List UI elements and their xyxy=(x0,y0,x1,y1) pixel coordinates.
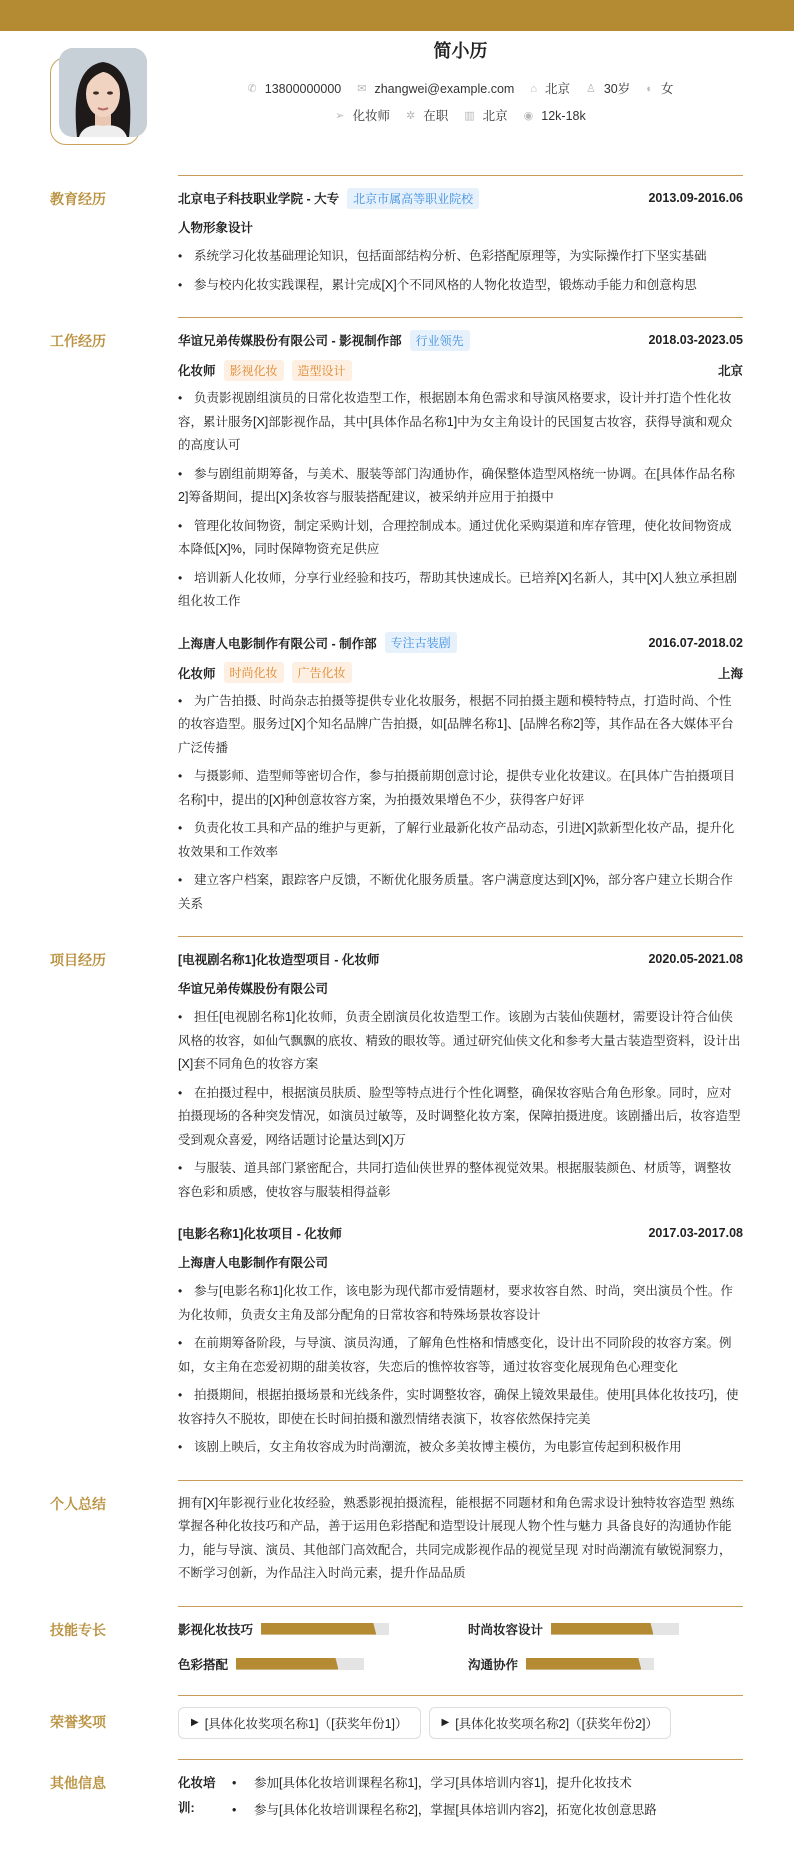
work-item xyxy=(178,632,743,917)
award-item[interactable] xyxy=(429,1707,672,1739)
list-item: • 管理化妆间物资，制定采购计划，合理控制成本。通过优化采购渠道和库存管理，使化妆间物资成本降低[X]%，同时保障物资充足供应 xyxy=(178,515,743,562)
skill-name: 色彩搭配 xyxy=(178,1657,229,1672)
list-item: • 在拍摄过程中，根据演员肤质、脸型等特点进行个性化调整，确保妆容贴合角色形象。同时，应对拍摄现场的各种突发情况，如演员过敏等，及时调整化妆方案，保障拍摄进度。该剧播出后，妆容造型受到观众喜爱，网络话题讨论量达到[X]万 xyxy=(178,1082,743,1153)
skill-name: 沟通协作 xyxy=(468,1657,519,1672)
skill-bar xyxy=(236,1658,364,1670)
divider xyxy=(178,1759,743,1760)
project-title: [电视剧名称1]化妆造型项目 - 化妆师 xyxy=(178,953,380,967)
phone: 13800000000 xyxy=(264,82,342,96)
major: 人物形象设计 xyxy=(178,221,254,235)
list-item: • 负责影视剧组演员的日常化妆造型工作，根据剧本角色需求和导演风格要求，设计并打造个性化妆容，累计服务[X]部影视作品，其中[具体作品名称1]中为女主角设计的民国复古妆容，获得导演和观众的高度认可 xyxy=(178,387,743,458)
date: 2020.05-2021.08 xyxy=(648,952,743,966)
city: 上海 xyxy=(717,666,743,681)
work-item xyxy=(178,329,743,614)
skill-tag: 造型设计 xyxy=(292,360,352,381)
divider xyxy=(178,1606,743,1607)
list-item: • 参加[具体化妆培训课程名称1]，学习[具体培训内容1]，提升化妆技术 xyxy=(226,1771,657,1796)
project-item xyxy=(178,1222,743,1460)
company-tag: 专注古装剧 xyxy=(385,632,457,653)
skill-bar xyxy=(551,1623,679,1635)
skill-tag: 广告化妆 xyxy=(292,662,352,683)
project-company: 上海唐人电影制作有限公司 xyxy=(178,1256,329,1270)
divider xyxy=(178,1695,743,1696)
school-tag: 北京市属高等职业院校 xyxy=(347,188,479,209)
section-label: 其他信息 xyxy=(50,1774,106,1791)
email: zhangwei@example.com xyxy=(374,82,515,96)
company: 华谊兄弟传媒股份有限公司 - 影视制作部 xyxy=(178,334,402,348)
skill-item xyxy=(178,1653,468,1675)
phone-icon: ✆ xyxy=(247,83,257,95)
education-section xyxy=(0,175,794,317)
job-status: 在职 xyxy=(423,109,449,123)
skill-bar-fill xyxy=(526,1658,641,1670)
list-item: • 参与[具体化妆培训课程名称2]，掌握[具体培训内容2]，拓宽化妆创意思路 xyxy=(226,1798,657,1823)
skill-item xyxy=(468,1653,743,1675)
skill-name: 时尚妆容设计 xyxy=(468,1622,544,1637)
project-company: 华谊兄弟传媒股份有限公司 xyxy=(178,982,329,996)
section-label: 项目经历 xyxy=(50,952,106,968)
skill-bar-fill xyxy=(551,1623,653,1635)
section-label: 教育经历 xyxy=(50,191,106,207)
gender-icon: ◐ xyxy=(646,83,653,95)
work-section xyxy=(0,317,794,936)
gender: 女 xyxy=(660,82,674,96)
divider xyxy=(178,936,743,937)
list-item: • 参与[电影名称1]化妆工作，该电影为现代都市爱情题材，要求妆容自然、时尚，突出演员个性。作为化妆师，负责女主角及部分配角的日常妆容和特殊场景妆容设计 xyxy=(178,1280,743,1327)
age-icon: ♙ xyxy=(585,83,596,95)
date: 2016.07-2018.02 xyxy=(648,635,743,650)
section-label: 个人总结 xyxy=(50,1495,106,1512)
top-accent-bar xyxy=(0,0,794,31)
project-title: [电影名称1]化妆项目 - 化妆师 xyxy=(178,1227,342,1241)
skill-tag: 时尚化妆 xyxy=(224,662,284,683)
role: 化妆师 xyxy=(178,666,216,681)
divider xyxy=(178,175,743,176)
project-item xyxy=(178,948,743,1204)
salary-icon: ◉ xyxy=(523,110,534,122)
summary-text: 拥有[X]年影视行业化妆经验，熟悉影视拍摄流程，能根据不同题材和角色需求设计独特妆容造型 熟练掌握各种化妆技巧和产品，善于运用色彩搭配和造型设计展现人物个性与魅力 具备良好的沟通协作能力，能与导演、演员、其他部门高效配合，共同完成影视作品的视觉呈现 对时尚潮流有敏锐洞察力，不断学习创新，为作品注入时尚元素，提升作品品质 xyxy=(178,1495,735,1580)
status-icon: ✲ xyxy=(405,110,416,122)
list-item: • 担任[电视剧名称1]化妆师，负责全剧演员化妆造型工作。该剧为古装仙侠题材，需要设计符合仙侠风格的妆容，如仙气飘飘的底妆、精致的眼妆等。通过研究仙侠文化和参考大量古装造型资料，设计出[X]套不同角色的妆容方案 xyxy=(178,1006,743,1077)
skill-bar xyxy=(526,1658,654,1670)
list-item: • 参与校内化妆实践课程，累计完成[X]个不同风格的人物化妆造型，锻炼动手能力和创意构思 xyxy=(178,274,743,298)
building-icon: ▥ xyxy=(464,110,475,122)
target-position: 化妆师 xyxy=(352,109,390,123)
company-tag: 行业领先 xyxy=(410,330,470,351)
city: 北京 xyxy=(717,364,743,378)
skill-bar-fill xyxy=(236,1658,338,1670)
role: 化妆师 xyxy=(178,364,216,378)
list-item: • 在前期筹备阶段，与导演、演员沟通，了解角色性格和情感变化，设计出不同阶段的妆容方案。例如，女主角在恋爱初期的甜美妆容，失恋后的憔悴妆容等，通过妆容变化展现角色心理变化 xyxy=(178,1332,743,1379)
award-name: [具体化妆奖项名称2]（[获奖年份2]） xyxy=(455,1716,658,1731)
list-item: • 负责化妆工具和产品的维护与更新，了解行业最新化妆产品动态，引进[X]款新型化妆产品，提升化妆效果和工作效率 xyxy=(178,817,743,864)
age: 30岁 xyxy=(603,82,631,96)
list-item: • 系统学习化妆基础理论知识，包括面部结构分析、色彩搭配原理等，为实际操作打下坚实基础 xyxy=(178,245,743,269)
summary-section xyxy=(0,1480,794,1606)
location: 北京 xyxy=(544,82,570,96)
date: 2017.03-2017.08 xyxy=(648,1226,743,1240)
school-name: 北京电子科技职业学院 - 大专 xyxy=(178,192,340,206)
date: 2018.03-2023.05 xyxy=(648,333,743,347)
salary: 12k-18k xyxy=(541,109,586,123)
list-item: • 与摄影师、造型师等密切合作，参与拍摄前期创意讨论，提供专业化妆建议。在[具体广告拍摄项目名称]中，提出的[X]种创意妆容方案，为拍摄效果增色不少，获得客户好评 xyxy=(178,765,743,812)
candidate-name: 简小历 xyxy=(433,41,488,61)
other-key: 化妆培训: xyxy=(178,1775,216,1815)
avatar xyxy=(59,48,147,137)
skill-name: 影视化妆技巧 xyxy=(178,1622,254,1637)
projects-section xyxy=(0,936,794,1480)
section-label: 荣誉奖项 xyxy=(50,1713,106,1730)
list-item: • 建立客户档案，跟踪客户反馈，不断优化服务质量。客户满意度达到[X]%，部分客户建立长期合作关系 xyxy=(178,869,743,916)
list-item: • 与服装、道具部门紧密配合，共同打造仙侠世界的整体视觉效果。根据服装颜色、材质等，调整妆容色彩和质感，使妆容与服装相得益彰 xyxy=(178,1157,743,1204)
skill-item xyxy=(468,1618,743,1640)
triangle-right-icon: ▶ xyxy=(191,1717,199,1728)
job-intent-row xyxy=(178,107,743,125)
other-section xyxy=(0,1759,794,1845)
triangle-right-icon: ▶ xyxy=(441,1717,450,1728)
mail-icon: ✉ xyxy=(357,83,367,95)
contact-row xyxy=(178,80,743,98)
award-name: [具体化妆奖项名称1]（[获奖年份1]） xyxy=(204,1716,408,1731)
skills-section xyxy=(0,1606,794,1695)
skill-item xyxy=(178,1618,468,1640)
list-item: • 培训新人化妆师，分享行业经验和技巧，帮助其快速成长。已培养[X]名新人，其中[X]人独立承担剧组化妆工作 xyxy=(178,567,743,614)
home-icon: ⌂ xyxy=(530,83,537,95)
section-label: 工作经历 xyxy=(50,333,106,349)
skill-tag: 影视化妆 xyxy=(224,360,284,381)
list-item: • 拍摄期间，根据拍摄场景和光线条件，实时调整妆容，确保上镜效果最佳。使用[具体化妆技巧]，使妆容持久不脱妆，即使在长时间拍摄和激烈情绪表演下，妆容依然保持完美 xyxy=(178,1384,743,1431)
skill-bar xyxy=(261,1623,389,1635)
divider xyxy=(178,1480,743,1481)
list-item: • 该剧上映后，女主角妆容成为时尚潮流，被众多美妆博主模仿，为电影宣传起到积极作用 xyxy=(178,1436,743,1460)
list-item: • 参与剧组前期筹备，与美术、服装等部门沟通协作，确保整体造型风格统一协调。在[具体作品名称2]筹备期间，提出[X]条妆容与服装搭配建议，被采纳并应用于拍摄中 xyxy=(178,463,743,510)
award-item[interactable] xyxy=(178,1707,421,1739)
date: 2013.09-2016.06 xyxy=(648,191,743,205)
send-icon: ➢ xyxy=(335,110,345,122)
target-city: 北京 xyxy=(482,109,508,123)
section-label: 技能专长 xyxy=(50,1621,106,1638)
skill-bar-fill xyxy=(261,1623,376,1635)
list-item: • 为广告拍摄、时尚杂志拍摄等提供专业化妆服务，根据不同拍摄主题和模特特点，打造时尚、个性的妆容造型。服务过[X]个知名品牌广告拍摄，如[品牌名称1]、[品牌名称2]等，其作品在各大媒体平台广泛传播 xyxy=(178,690,743,761)
divider xyxy=(178,317,743,318)
company: 上海唐人电影制作有限公司 - 制作部 xyxy=(178,636,377,651)
awards-section xyxy=(0,1695,794,1759)
